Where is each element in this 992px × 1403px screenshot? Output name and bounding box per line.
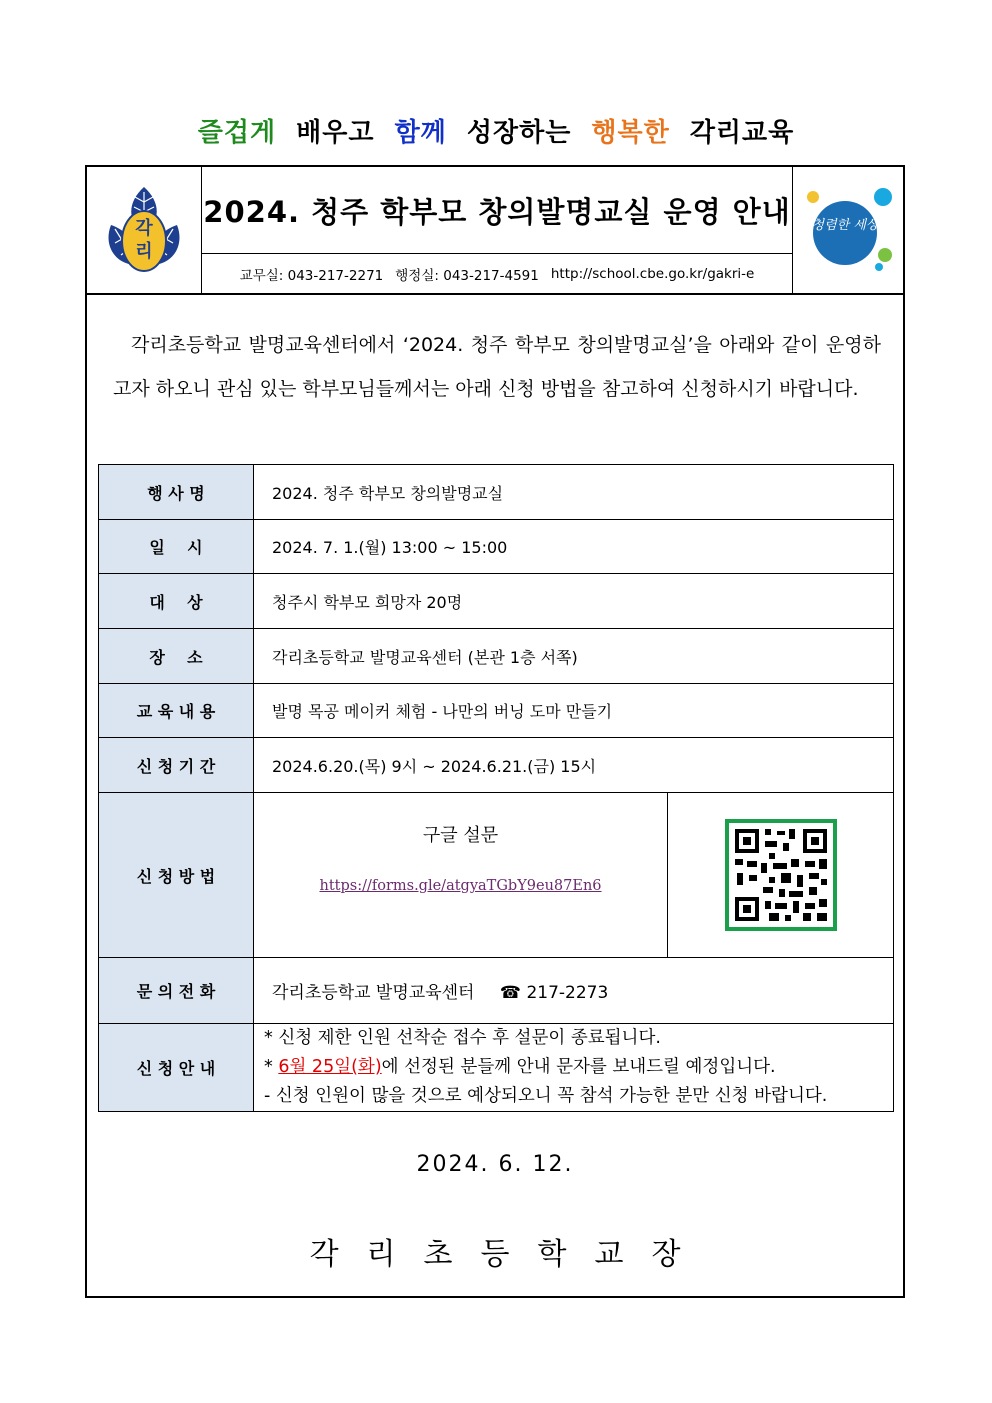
value-content: 발명 목공 메이커 체험 - 나만의 버닝 도마 만들기 [254, 684, 894, 738]
value-target: 청주시 학부모 희망자 20명 [254, 574, 894, 629]
table-row [99, 465, 894, 520]
table-row [99, 793, 894, 958]
school-url[interactable]: http://school.cbe.go.kr/gakri-e [550, 265, 755, 282]
qr-code-icon[interactable] [725, 819, 837, 931]
logo-text-top: 각 [135, 218, 153, 239]
school-emblem-icon [87, 167, 201, 293]
guide-line-1: * 신청 제한 인원 선착순 접수 후 설문이 종료됩니다. [264, 1028, 661, 1048]
table-row [99, 684, 894, 738]
contact-info [201, 254, 793, 293]
integrity-logo [792, 167, 903, 293]
value-inquiry [254, 958, 894, 1024]
table-row [99, 520, 894, 574]
guide-line-2-suffix: 에 선정된 분들께 안내 문자를 보내드릴 예정입니다. [381, 1057, 776, 1077]
office-phone: 교무실: 043-217-2271 [239, 267, 384, 284]
header [87, 167, 903, 295]
value-guide [254, 1024, 894, 1112]
guide-line-3: - 신청 인원이 많을 것으로 예상되오니 꼭 참석 가능한 분만 신청 바랍니다. [264, 1086, 828, 1106]
inquiry-phone: 217-2273 [526, 983, 609, 1003]
table-row [99, 629, 894, 684]
school-logo [87, 167, 202, 293]
integrity-emblem-icon [793, 167, 903, 293]
value-datetime: 2024. 7. 1.(월) 13:00 ~ 15:00 [254, 520, 894, 574]
label-method: 신 청 방 법 [99, 793, 254, 958]
table-row [99, 574, 894, 629]
label-place: 장 소 [99, 629, 254, 684]
intro-text: 각리초등학교 발명교육센터에서 ‘2024. 청주 학부모 창의발명교실’을 아래와 같이 운영하고자 하오니 관심 있는 학부모님들께서는 아래 신청 방법을 참고하여 신청하시기 바랍니다. [113, 334, 881, 400]
motto-word-4: 성장하는 [466, 118, 572, 148]
survey-cell [254, 793, 668, 958]
motto-word-2: 배우고 [296, 118, 375, 148]
principal-signature: 각리초등학교장 [309, 1237, 709, 1272]
notice-frame [85, 165, 905, 1298]
label-event: 행 사 명 [99, 465, 254, 520]
value-place: 각리초등학교 발명교육센터 (본관 1층 서쪽) [254, 629, 894, 684]
admin-phone: 행정실: 043-217-4591 [395, 267, 539, 284]
value-event: 2024. 청주 학부모 창의발명교실 [254, 465, 894, 520]
survey-title: 구글 설문 [422, 825, 499, 846]
table-row [99, 958, 894, 1024]
selection-date: 6월 25일(화) [278, 1057, 382, 1077]
motto-word-1: 즐겁게 [197, 118, 277, 148]
label-period: 신 청 기 간 [99, 738, 254, 793]
qr-cell [668, 793, 894, 958]
inquiry-center: 각리초등학교 발명교육센터 [272, 983, 475, 1003]
motto-word-5: 행복한 [591, 118, 670, 148]
table-row [99, 1024, 894, 1112]
value-period: 2024.6.20.(목) 9시 ~ 2024.6.21.(금) 15시 [254, 738, 894, 793]
label-content: 교 육 내 용 [99, 684, 254, 738]
label-datetime: 일 시 [99, 520, 254, 574]
intro-paragraph [113, 323, 881, 411]
label-guide: 신 청 안 내 [99, 1024, 254, 1112]
motto-word-3: 함께 [394, 118, 447, 148]
integrity-logo-text: 청렴한 세상 [811, 218, 879, 233]
motto-word-6: 각리교육 [689, 118, 795, 148]
page-title: 2024. 청주 학부모 창의발명교실 운영 안내 [201, 167, 793, 254]
motto [0, 112, 992, 149]
guide-line-2-prefix: * [264, 1057, 279, 1077]
label-target: 대 상 [99, 574, 254, 629]
survey-link[interactable]: https://forms.gle/atgyaTGbY9eu87En6 [319, 878, 602, 894]
phone-icon: ☎ [499, 983, 522, 1003]
logo-text-bottom: 리 [135, 241, 153, 262]
label-inquiry: 문 의 전 화 [99, 958, 254, 1024]
issue-date: 2024. 6. 12. [416, 1152, 574, 1177]
guide-line-2 [254, 1053, 893, 1082]
table-row [99, 738, 894, 793]
info-table [98, 464, 894, 1112]
